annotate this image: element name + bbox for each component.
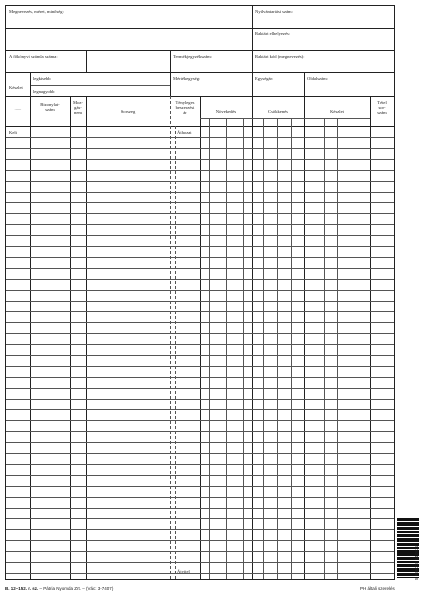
col-header-row: Sorszeg — [120, 109, 136, 114]
grid-col-line — [209, 118, 210, 579]
grid-row-line — [6, 181, 394, 182]
unit-price-label: Egységár: — [255, 76, 274, 81]
grid-row-line — [6, 420, 394, 421]
grid-row-line — [6, 529, 394, 530]
stock-min-label: legnagyobb — [33, 89, 55, 94]
grid-row-line — [6, 301, 394, 302]
product-code-label: Termékjegyzékszám: — [173, 54, 212, 59]
col-header-increase: Növekedés — [215, 109, 237, 114]
grid-col-line — [30, 96, 31, 579]
ledger-account-label: A főkönyvi számla száma: — [9, 54, 58, 59]
reg-no-label: Nyilvántartási szám: — [255, 9, 293, 14]
grid-row-line — [6, 540, 394, 541]
grid-row-line — [6, 257, 394, 258]
stock-max-label: legkisebb — [33, 76, 51, 81]
grid-row-line — [6, 333, 394, 334]
grid-col-line — [200, 96, 201, 579]
grid-row-line — [6, 464, 394, 465]
rule-1 — [6, 28, 394, 29]
grid-row-line — [6, 192, 394, 193]
vrule-top-right — [252, 6, 253, 96]
stock-label: Készlet — [9, 85, 23, 90]
grid-row-line — [6, 453, 394, 454]
col-header-item-no: Tétel sor- szám — [377, 100, 387, 116]
col-header-blank: ...... — [14, 106, 22, 111]
grid-col-line — [170, 96, 171, 579]
grid-row-line — [6, 137, 394, 138]
vrule-page-no — [304, 72, 305, 96]
col-header-actual-name: Tényleges beszerzési ár — [175, 100, 195, 116]
form-code: B. 12–152. r. sz. — [5, 586, 39, 591]
grid-row-line — [6, 224, 394, 225]
grid-row-line — [6, 344, 394, 345]
grid-row-line — [6, 268, 394, 269]
vrule-ledger-inner — [86, 50, 87, 72]
grid-row-line — [6, 279, 394, 280]
kelt-label: Kelt — [9, 130, 17, 135]
name-label: Megnevezés, méret, minőség: — [9, 9, 64, 14]
grid-row-line — [6, 475, 394, 476]
rule-stock-mid — [30, 85, 170, 86]
grid-row-line — [6, 508, 394, 509]
grid-row-line — [6, 311, 394, 312]
rule-2 — [6, 50, 394, 51]
footer-right: PH általi szerelés — [360, 586, 395, 591]
grid-col-line — [304, 96, 305, 579]
printer-info: – Pátria Nyomda Zrt. – (Vác: 3-7407) — [38, 586, 114, 591]
vrule-product-code — [170, 50, 171, 96]
rule-3 — [6, 72, 394, 73]
barcode-number: 5 999038 510937 — [414, 544, 419, 580]
grid-row-line — [6, 431, 394, 432]
grid-col-line — [337, 118, 338, 579]
col-header-stock: Készlet — [330, 109, 344, 114]
grid-col-line — [226, 118, 227, 579]
grid-row-line — [6, 213, 394, 214]
grid-col-line — [291, 118, 292, 579]
grid-row-line — [6, 246, 394, 247]
grid-row-line — [6, 409, 394, 410]
col-header-move-type: Moz- gás- nem — [73, 100, 83, 116]
grid-col-line — [277, 118, 278, 579]
atvitel-bottom-label: Átvitel — [177, 569, 190, 574]
grid-row-line — [6, 442, 394, 443]
unit-label: Mértékegység: — [173, 76, 201, 81]
grid-subheader-line — [200, 118, 370, 119]
storage-place-label: Raktári elhelyezés: — [255, 31, 291, 36]
footer-left — [5, 586, 113, 591]
grid-row-line — [6, 159, 394, 160]
grid-col-line — [324, 118, 325, 579]
grid-row-line — [6, 562, 394, 563]
grid-col-line — [243, 118, 244, 579]
page-no-label: Oldalszám: — [307, 76, 328, 81]
vrule-stock-label — [30, 72, 31, 96]
grid-row-line — [6, 377, 394, 378]
col-header-decrease: Csökkenés — [268, 109, 288, 114]
grid-row-line — [6, 497, 394, 498]
grid-row-line — [6, 366, 394, 367]
grid-row-line — [6, 170, 394, 171]
atvitel-top-label: Áthozat — [177, 130, 192, 135]
grid-col-line — [263, 118, 264, 579]
warehouse-code-label: Raktári kód (megnevezés): — [255, 54, 305, 59]
grid-col-line — [370, 96, 371, 579]
grid-row-line — [6, 573, 394, 574]
grid-col-line — [252, 96, 253, 579]
grid-row-line — [6, 486, 394, 487]
grid-row-line — [6, 235, 394, 236]
grid-row-line — [6, 399, 394, 400]
grid-col-line — [70, 96, 71, 579]
grid-dashed-line — [175, 126, 176, 579]
grid-col-line — [86, 96, 87, 579]
grid-row-line — [6, 322, 394, 323]
col-header-doc-no: Bizonylat- szám — [40, 102, 60, 113]
grid-row-line — [6, 551, 394, 552]
grid-row-line — [6, 202, 394, 203]
stock-ledger-form — [5, 5, 395, 580]
grid-row-line — [6, 355, 394, 356]
grid-row-line — [6, 388, 394, 389]
grid-row-line — [6, 518, 394, 519]
grid-row-line — [6, 290, 394, 291]
grid-row-line — [6, 148, 394, 149]
